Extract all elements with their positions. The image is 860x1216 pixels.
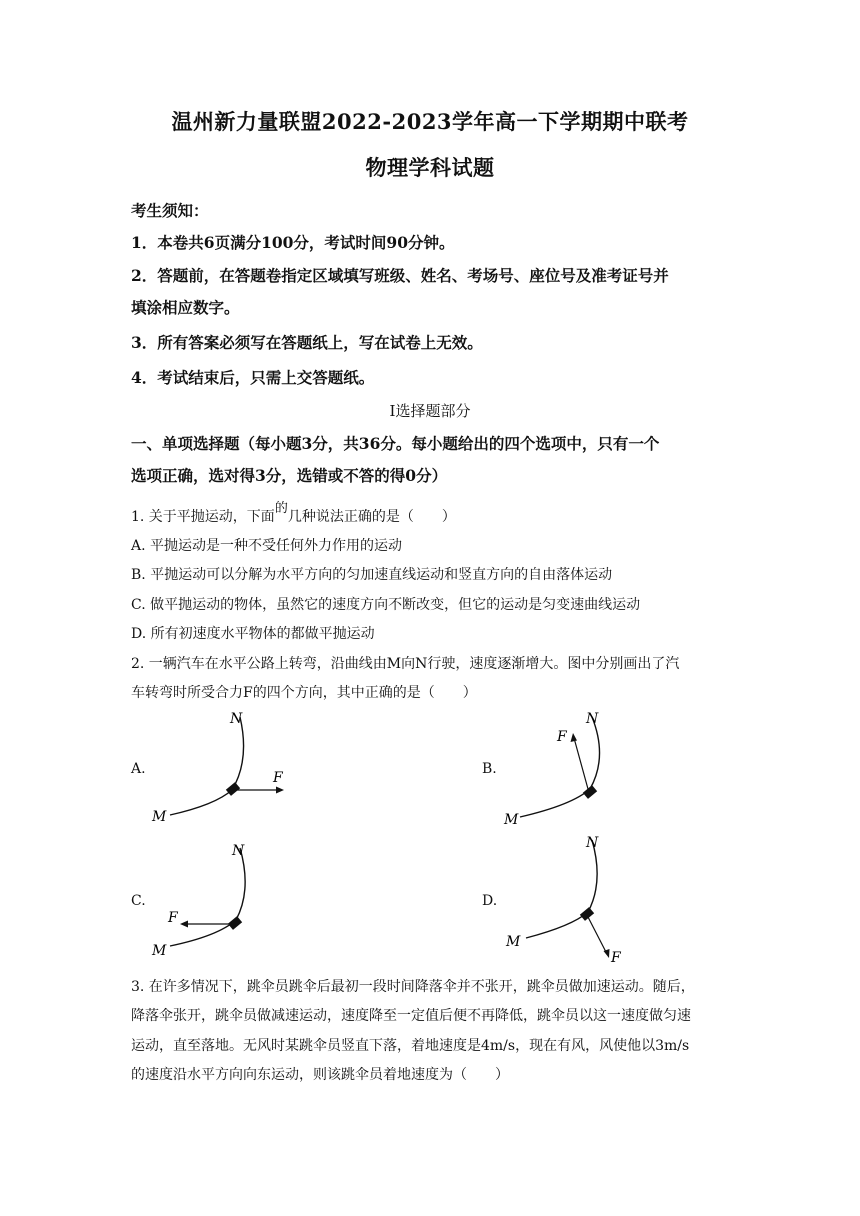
point-m-label: M bbox=[504, 812, 519, 828]
section-heading-line1: 一、单项选择题（每小题3分，共36分。每小题给出的四个选项中，只有一个 bbox=[131, 434, 660, 453]
q2-figure-b bbox=[490, 705, 660, 835]
q1-option-b: B. 平抛运动可以分解为水平方向的匀加速直线运动和竖直方向的自由落体运动 bbox=[131, 567, 613, 583]
notice-item-2-cont: 填涂相应数字。 bbox=[131, 298, 240, 317]
force-f-label: F bbox=[273, 770, 283, 786]
point-n-label: N bbox=[586, 711, 599, 727]
force-arrow-head bbox=[180, 921, 188, 928]
force-arrow-line bbox=[574, 738, 588, 789]
curve-path bbox=[526, 840, 597, 938]
q1-option-c: C. 做平抛运动的物体，虽然它的速度方向不断改变，但它的运动是匀变速曲线运动 bbox=[131, 597, 641, 613]
notice-item-4: 4．考试结束后，只需上交答题纸。 bbox=[131, 368, 375, 387]
force-arrow-head bbox=[604, 949, 610, 958]
q2-option-b-label: B. bbox=[482, 761, 497, 777]
q1-option-d: D. 所有初速度水平物体的都做平抛运动 bbox=[131, 626, 375, 642]
q3-line4: 的速度沿水平方向向东运动，则该跳伞员着地速度为（ ） bbox=[131, 1067, 509, 1083]
notice-item-3: 3．所有答案必须写在答题纸上，写在试卷上无效。 bbox=[131, 333, 483, 352]
part-heading: Ⅰ选择题部分 bbox=[389, 402, 471, 420]
q2-option-c-label: C. bbox=[131, 893, 146, 909]
point-m-label: M bbox=[152, 809, 167, 825]
q3-line2: 降落伞张开，跳伞员做减速运动，速度降至一定值后便不再降低，跳伞员以这一速度做匀速 bbox=[131, 1008, 691, 1024]
q1-stem bbox=[131, 501, 456, 526]
force-arrow-head bbox=[571, 733, 578, 742]
section-heading-line2: 选项正确，选对得3分，选错或不答的得0分） bbox=[131, 466, 448, 485]
q3-line3: 运动，直至落地。无风时某跳伞员竖直下落，着地速度是4m/s，现在有风，风使他以3m/s bbox=[131, 1038, 690, 1054]
q2-figure-a bbox=[140, 705, 310, 835]
point-m-label: M bbox=[506, 934, 521, 950]
notice-heading: 考生须知： bbox=[131, 201, 209, 220]
point-m-label: M bbox=[152, 943, 167, 959]
q2-stem-line2: 车转弯时所受合力F的四个方向，其中正确的是（ ） bbox=[131, 685, 477, 701]
car-block bbox=[583, 785, 597, 799]
curve-path bbox=[170, 717, 244, 815]
force-f-label: F bbox=[611, 950, 621, 966]
notice-item-1: 1．本卷共6页满分100分，考试时间90分钟。 bbox=[131, 233, 455, 252]
notice-item-2: 2．答题前，在答题卷指定区域填写班级、姓名、考场号、座位号及准考证号并 bbox=[131, 266, 669, 285]
q1-stem-b: 几种说法正确的是（ ） bbox=[287, 509, 456, 525]
q2-option-a-label: A. bbox=[131, 761, 146, 777]
car-block bbox=[580, 907, 594, 921]
q2-figure-d bbox=[490, 830, 660, 970]
force-f-label: F bbox=[557, 729, 567, 745]
q2-figure-c bbox=[140, 838, 310, 968]
force-arrow-head bbox=[276, 787, 284, 794]
car-block bbox=[228, 916, 242, 930]
force-f-label: F bbox=[168, 910, 178, 926]
q2-option-d-label: D. bbox=[482, 893, 498, 909]
force-arrow-line bbox=[588, 917, 607, 954]
page-subtitle: 物理学科试题 bbox=[365, 155, 495, 180]
point-n-label: N bbox=[230, 711, 243, 727]
point-n-label: N bbox=[586, 835, 599, 851]
q3-line1: 3. 在许多情况下，跳伞员跳伞后最初一段时间降落伞并不张开，跳伞员做加速运动。随后， bbox=[131, 979, 695, 995]
q2-stem-line1: 2. 一辆汽车在水平公路上转弯，沿曲线由M向N行驶，速度逐渐增大。图中分别画出了汽 bbox=[131, 656, 680, 672]
page-title: 温州新力量联盟2022-2023学年高一下学期期中联考 bbox=[171, 109, 689, 134]
q1-stem-a: 1. 关于平抛运动，下面 bbox=[131, 509, 275, 525]
point-n-label: N bbox=[232, 843, 245, 859]
q1-option-a: A. 平抛运动是一种不受任何外力作用的运动 bbox=[131, 538, 403, 554]
curve-path bbox=[170, 848, 245, 946]
q1-stem-sup: 的 bbox=[274, 501, 288, 516]
